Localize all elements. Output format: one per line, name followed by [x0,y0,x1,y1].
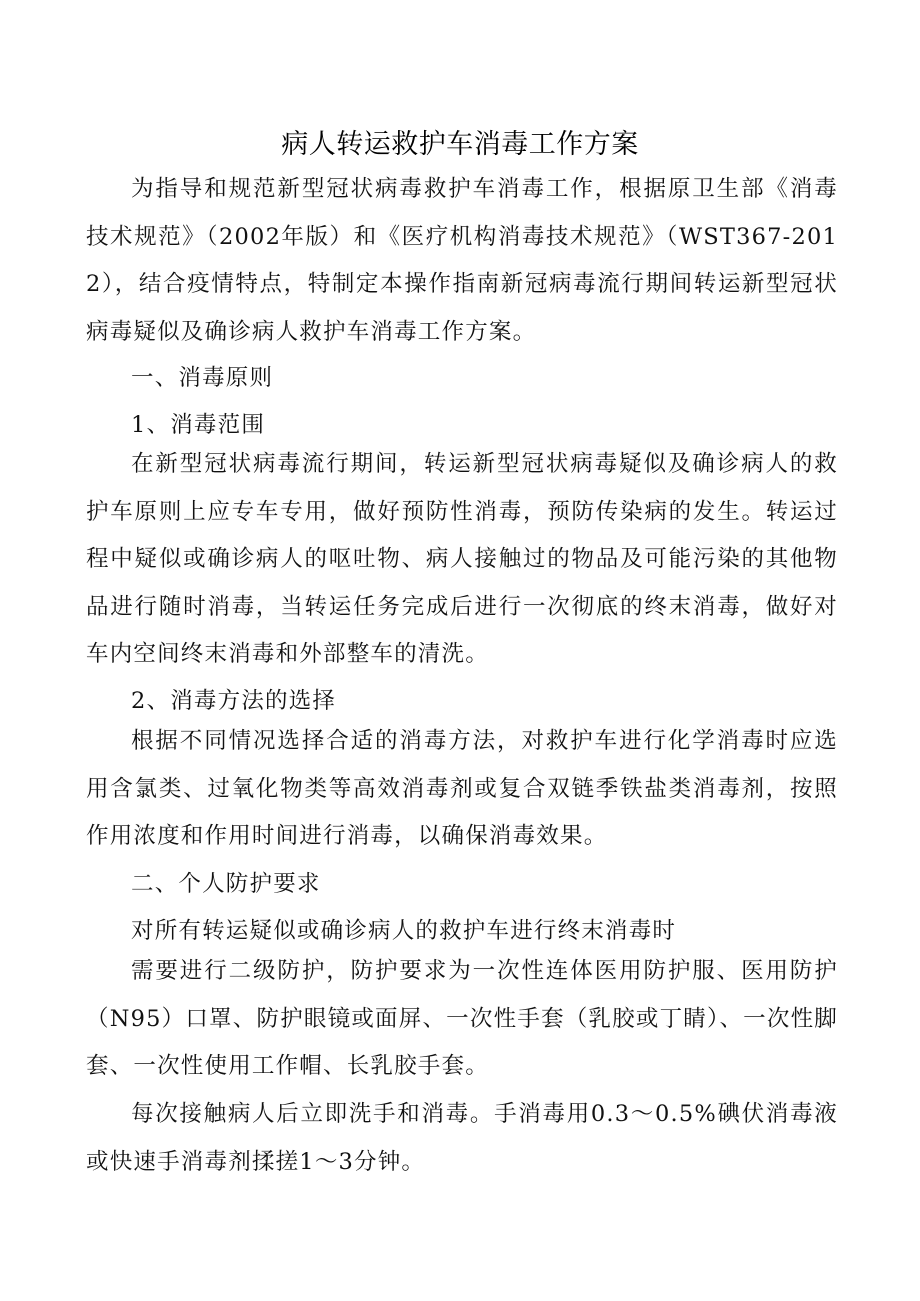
method-paragraph: 根据不同情况选择合适的消毒方法，对救护车进行化学消毒时应选用含氯类、过氧化物类等高效消毒剂或复合双链季铁盐类消毒剂，按照作用浓度和作用时间进行消毒，以确保消毒效果。 [86,728,838,849]
intro-paragraph: 为指导和规范新型冠状病毒救护车消毒工作，根据原卫生部《消毒技术规范》（2002年版）和《医疗机构消毒技术规范》（WST367-2012），结合疫情特点，特制定本操作指南新冠病毒流行期间转运新型冠状病毒疑似及确诊病人救护车消毒工作方案。 [86,176,838,345]
section-heading-principles: 一、消毒原则 [131,365,274,391]
scope-paragraph: 在新型冠状病毒流行期间，转运新型冠状病毒疑似及确诊病人的救护车原则上应专车专用，做好预防性消毒，预防传染病的发生。转运过程中疑似或确诊病人的呕吐物、病人接触过的物品及可能污染的其他物品进行随时消毒，当转运任务完成后进行一次彻底的终末消毒，做好对车内空间终末消毒和外部整车的清洗。 [86,451,838,667]
protection-intro-line: 对所有转运疑似或确诊病人的救护车进行终末消毒时 [131,918,677,944]
subsection-heading-method: 2、消毒方法的选择 [131,688,337,714]
document-title: 病人转运救护车消毒工作方案 [281,129,639,160]
hand-disinfection-paragraph: 每次接触病人后立即洗手和消毒。手消毒用0.3～0.5%碘伏消毒液或快速手消毒剂揉搓1～3分钟。 [86,1101,838,1175]
section-heading-protection: 二、个人防护要求 [131,871,321,897]
protection-paragraph: 需要进行二级防护，防护要求为一次性连体医用防护服、医用防护（N95）口罩、防护眼镜或面屏、一次性手套（乳胶或丁睛）、一次性脚套、一次性使用工作帽、长乳胶手套。 [86,958,838,1079]
subsection-heading-scope: 1、消毒范围 [131,412,266,438]
